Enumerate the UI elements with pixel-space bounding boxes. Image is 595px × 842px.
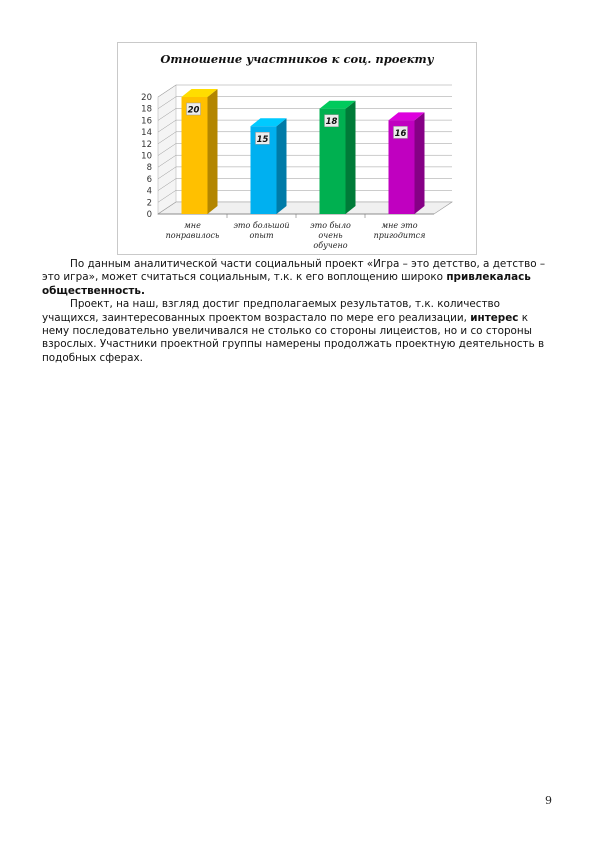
page-number: 9 bbox=[545, 794, 552, 807]
paragraph-1-bold: привлекалась общественность. bbox=[42, 271, 531, 297]
y-tick-label: 20 bbox=[141, 93, 152, 103]
chart-plot bbox=[118, 43, 478, 256]
data-label: 15 bbox=[256, 134, 269, 145]
y-tick-label: 12 bbox=[141, 139, 152, 150]
y-tick-label: 6 bbox=[146, 174, 152, 185]
data-label: 16 bbox=[394, 128, 407, 139]
bar-side bbox=[277, 118, 287, 214]
x-tick-label: мне это пригодится bbox=[373, 221, 426, 240]
data-label: 20 bbox=[187, 105, 200, 116]
paragraph-1 bbox=[42, 258, 557, 298]
y-tick-label: 18 bbox=[141, 104, 152, 115]
bar-side bbox=[415, 112, 425, 214]
paragraph-2-text-a: Проект, на наш, взгляд достиг предполагаемых результатов, т.к. количество учащихся, заинтересованных проектом возрастало по мере его реализации, bbox=[42, 298, 501, 324]
paragraph-2-bold: интерес bbox=[470, 311, 519, 324]
y-tick-label: 16 bbox=[141, 116, 152, 127]
y-tick-label: 4 bbox=[146, 186, 152, 197]
y-tick-label: 0 bbox=[146, 210, 152, 220]
y-tick-label: 2 bbox=[146, 198, 152, 209]
paragraph-2-text-b: к нему последовательно увеличивался не столько со стороны лицеистов, но и со стороны взрослых. Участники проектной группы намерены продолжать проектную деятельность в подобных сферах. bbox=[42, 311, 545, 364]
x-tick-label: это было очень обучено bbox=[310, 221, 351, 250]
y-tick-label: 8 bbox=[146, 163, 152, 174]
body-text bbox=[42, 258, 557, 365]
bar-side bbox=[208, 89, 218, 214]
x-tick-label: мне понравилось bbox=[165, 221, 220, 240]
y-tick-label: 10 bbox=[141, 151, 152, 162]
bar-side bbox=[346, 101, 356, 214]
y-tick-label: 14 bbox=[141, 128, 152, 139]
paragraph-1-text: По данным аналитической части социальный проект «Игра – это детство, а детство – это игра», может считаться социальным, т.к. к его воплощению широко bbox=[42, 258, 546, 284]
x-tick-label: это большой опыт bbox=[233, 221, 290, 240]
data-label: 18 bbox=[325, 117, 338, 128]
paragraph-2 bbox=[42, 298, 557, 365]
chart-title: Отношение участников к соц. проекту bbox=[160, 52, 434, 66]
bar-chart bbox=[117, 42, 477, 255]
